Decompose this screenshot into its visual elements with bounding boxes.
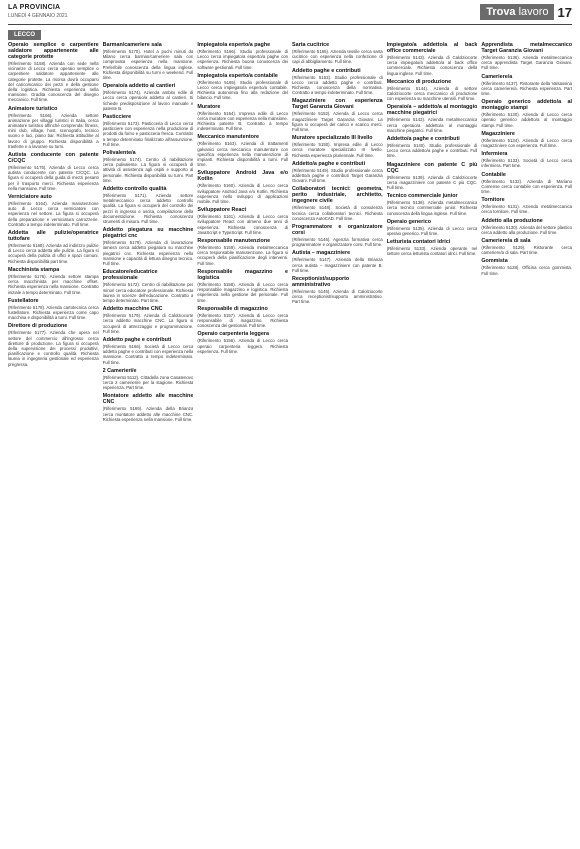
job-listing [103,337,194,365]
job-title: Macchinista stampa [8,266,60,273]
issue-date: LUNEDÌ 4 GENNAIO 2021 [8,13,68,19]
job-listing [8,106,99,149]
column-1 [8,40,99,845]
job-title: Letturista contatori idrici [386,239,451,246]
job-title: Direttore di produzione [8,323,68,330]
job-listing [387,42,478,76]
job-body: (Riferimento 5152). Azienda di Lecco cerca magazziniere Target Garanzia Giovani. La figura si occuperà del carico e scarico merci. Full time. [292,111,383,133]
job-title: Fustellatore [8,297,39,304]
job-body: (Riferimento 5134). Azienda di Lecco cerca magazziniere con esperienza. Full time. [481,137,573,149]
job-title: Collaboratori tecnici: geometra, perito industriale, architetto, ingegnere civile [292,186,383,205]
job-listing [197,331,288,354]
job-body: (Riferimento 5130). Azienda del settore plastico cerca addetto alla produzione. Full time. [481,224,573,235]
job-listing [103,368,194,391]
job-title: 2 Camerieri/e [102,367,137,374]
header-rule [8,24,572,25]
job-body: (Riferimento 5140). Studio professionale di Lecco cerca addetto/a paghe e contributi. Full time. [386,143,478,159]
job-title: Educatore/educatrice professionale [102,269,158,282]
job-title: Pasticciere [102,114,132,121]
job-listing [481,258,572,275]
job-listing [8,267,99,295]
job-title: Autista conducente con patente C/CQC [8,152,99,165]
job-body: (Riferimento 5144). Azienda di settore Calolziocorte cerca meccanico di produzione con esperienza su macchine utensili. Full time. [386,85,478,102]
section-label: LECCO [8,30,41,40]
job-body: (Riferimento 5166). Società di Lecco cerca addetto paghe e contributi con esperienza nella mansione. Contratto a tempo indeterminato. Full time. [102,343,194,365]
job-listing [103,150,194,183]
job-listing [481,151,572,168]
job-body: (Riferimento 5135). Azienda di Lecco cerca operaio generico. Full time. [386,225,478,237]
job-listing [103,227,194,266]
job-body: (Riferimento 5129). Ristorante cerca cameriere/a di sala. Part time. [481,245,573,256]
job-title: Sviluppatore Android Java e/o Kotlin [197,170,289,183]
job-listing [387,219,478,236]
job-title: Muratore [197,103,221,110]
job-listing [197,42,288,70]
job-title: Apprendista metalmeccanico Target Garanzia Giovani [481,42,573,54]
job-title: Infermiera [481,151,508,158]
job-title: Montatore addetto alle macchine CNC [102,393,194,406]
newspaper-name: LA PROVINCIA [8,4,61,11]
job-title: Tornitore [481,197,505,204]
job-title: Operaio semplice o carpentiere saldatore appartenente alle categorie protette [8,42,99,60]
job-body: (Riferimento 5163). Azienda di trattamenti galvanici cerca meccanico manutentore con specifica esperienza nella manutenzione di impianti. Richiesta disponibilità a turni. Full time. [197,141,289,168]
job-listing [8,152,99,191]
job-listing [292,250,383,273]
column-6 [481,40,572,845]
job-title: Verniciatore auto [8,194,52,201]
job-listing [387,193,478,216]
job-title: Polivalente/a [102,150,136,157]
job-body: (Riferimento 5168). Azienda ad indirizzo pulizie di Lecco cerca addetta alle pulizie. La figura si occuperà della pulizia di uffici e spazi comuni. Richiesta disponibilità part time. [8,243,99,264]
job-body: (Riferimento 5159). Azienda metalmeccanica cerca responsabile manutenzione. La figura si occuperà della pianificazione degli interventi. Full time. [197,245,289,266]
section-brand [480,4,572,20]
masthead [8,4,572,26]
job-body: (Riferimento 5177). Azienda che opera nel settore del commercio all'ingrosso cerca direttore di produzione. La figura si occuperà della supervisione dei processi produttivi, pianificazione e controllo qualità. Richiesta laurea in ingegneria gestionale ed esperienza pregressa. [8,330,99,367]
job-listing [197,207,288,235]
job-body: (Riferimento 5178). Azienda cartotecnica cerca fustellatore. Richiesta esperienza come capo macchina e disponibilità a turni. Full time. [8,304,99,321]
job-listing [197,104,288,132]
job-body: (Riferimento 5133). Società di Lecco cerca infermiera. Part time. [481,158,573,169]
job-listing [481,218,572,235]
column-4 [292,40,383,845]
job-title: Contabile [481,171,506,178]
job-listing [292,135,383,158]
job-listing [481,197,572,214]
job-title: Tecnico commerciale junior [386,193,458,200]
job-title: Impiegato/a esperto/a paghe [197,42,271,48]
job-body: (Riferimento 5128). Officina cerca gommista. Full time. [481,265,573,276]
job-body: (Riferimento 5143). Azienda di Calolziocorte cerca impiegato/a addetto/a al back office commerciale. Richiesta conoscenza della lingua inglese. Full time. [386,55,478,76]
job-title: Addetta alle pulizie/operatrice tuttofare [8,230,99,243]
job-listing [481,238,572,255]
job-title: Addetto controllo qualità [102,186,167,193]
job-title: Meccanico manutentore [197,134,260,141]
job-listing [292,186,383,221]
job-title: Cameriere/a [481,73,513,80]
job-listing [292,161,383,184]
job-title: Operaio generico addetto/a al montaggio stampi [481,99,573,112]
job-listing [197,238,288,266]
job-listing [292,42,383,65]
job-title: Gommista [481,258,508,265]
job-body: (Riferimento 5175). Azienda di Lecco cerca autista conducente con patente C/CQC. La figura si occuperà della guida di mezzi pesanti per il trasporto merci. Richiesta esperienza nella mansione. Full time. [8,165,99,191]
job-body: (Riferimento 5131). Azienda metalmeccanica cerca tornitore. Full time. [481,204,573,215]
job-title: Responsabile magazzino e logistica [197,268,289,281]
job-body: (Riferimento 5160). Azienda di Lecco cerca sviluppatore Android Java e/o Kotlin. Richiesta esperienza nello sviluppo di applicazioni mobile. Full time. [197,183,289,205]
brand-lavoro: lavoro [519,4,554,20]
job-body: (Riferimento 5172). Centro di riabilitazione per minori cerca educatore professionale. Richiesta laurea in scienze dell'educazione. Contratto a tempo determinato. Part time. [102,282,194,303]
job-title: Operaio/a – addetto/a al montaggio macchine piegatrici [386,104,478,117]
job-listing [387,162,478,191]
job-body: (Riferimento 5149). Studio professionale cerca addetto/a paghe e contributi Target Garanzia Giovani. Full time. [292,167,383,184]
job-listing [197,73,288,101]
job-body: (Riferimento 5164). Azienda manutenzione auto di Lecco cerca verniciatore con esperienza nel settore. La figura si occuperà della preparazione e verniciatura carrozzerie. Contratto a tempo indeterminato. Full time. [8,201,99,227]
job-body: (Riferimento 5139). Azienda di Calolziocorte cerca magazziniere con patente C più CQC. Full time. [386,174,478,191]
job-body: (Riferimento 5179). Azienda di lavorazione lamiera cerca addetto piegatura su macchine piegatrici cnc. Richiesta esperienza nella mansione e capacità di lettura disegno tecnico. Full time. [102,240,194,267]
job-title: Impiegato/a esperto/a contabile [197,72,278,79]
job-title: Responsabile di magazzino [197,305,268,312]
job-title: Animatore turistico [8,105,58,112]
job-listing [292,68,383,96]
job-title: Addetto alla produzione [481,217,543,224]
job-title: Programmatore e organizzatore corsi [292,224,383,237]
job-body: (Riferimento 5137). Ristorante della Valsassina cerca cameriere/a. Richiesta esperienza. Part time. [481,80,573,97]
job-body: (Riferimento 5150). Impresa edile di Lecco cerca muratore specializzato III livello. Richiesta esperienza pluriennale. Full time. [292,142,383,158]
job-title: Magazziniere [481,130,515,137]
job-title: Autista – magazziniere [292,250,351,257]
job-body: (Riferimento 5142). Azienda metalmeccanica cerca operaio/a addetto/a al montaggio macchine piegatrici. Full time. [386,117,478,133]
job-body: (Riferimento 5136). Azienda metalmeccanica cerca apprendista Target Garanzia Giovani. Full time. [481,55,573,71]
job-body: (Riferimento 5158). Azienda di Lecco cerca responsabile magazzino e logistica. Richiesta esperienza nella gestione del personale. Full time. [197,281,289,303]
job-title: Muratore specializzato III livello [292,135,373,142]
job-body: (Riferimento 5133). Azienda operante nel settore cerca letturista contatori idrici. Full time. [386,246,478,257]
job-listing [103,114,194,147]
job-body: (Riferimento 5171). Azienda settore metalmeccanico cerca addetto controllo qualità. La figura si occuperà del controllo dei pezzi in ingresso e uscita, compilazione della documentazione. Richiesta conoscenza strumenti di misura. Full time. [102,193,194,225]
job-listing [387,79,478,102]
job-body: (Riferimento 5166). Studio professionale di Lecco cerca impiegato/a esperto/a paghe con esperienza. Richiesta buona conoscenza dei software gestionali. Full time. [197,49,289,70]
job-listing [8,42,99,103]
job-title: Magazziniere con esperienza Target Garanzia Giovani [292,98,383,111]
job-body: (Riferimento 5112). Cittadella zona Casatenovo cerca 2 camerieri/e per la stagione. Richiesta esperienza. Part time. [102,374,194,391]
job-title: Operaio/a addetto al cantieri [102,83,176,90]
job-body: (Riferimento 5170). Hotel a pochi minuti da Milano cerca barman/cameriere sala con comprovata esperienza nella mansione. Preferibile conoscenza della lingua inglese. Richiesta disponibilità su turni e weekend. Full time. [102,49,194,81]
job-body: (Riferimento 5158). Azienda con sede nella vicinanze di Lecco cerca operaio semplice o carpentiere saldatore appartenente alle categorie protette. La risorsa dovrà occuparsi del carico/scarico dei pezzi e della gestione della logistica. Richiesta esperienza nella mansione. Gradita conoscenza del disegno meccanico. Full time. [8,61,99,103]
page-number: 17 [557,4,572,20]
job-listing [103,306,194,334]
job-title: Operaio carpenteria leggera [197,331,269,338]
job-title: Addetto/a paghe e contributi [292,160,366,167]
job-body: (Riferimento 5161). Azienda di Lecco cerca sviluppatore React con almeno due anni di esperienza. Richiesta conoscenza di JavaScript e TypeScript. Full time. [197,214,289,235]
job-title: Sviluppatore React [197,207,247,214]
job-listing [197,306,288,329]
job-title: Cameriere/a di sala [481,238,531,245]
job-listing [197,269,288,303]
column-2 [103,40,194,845]
job-body: (Riferimento 5169). Azienda della Brianza cerca montatore addetto alle macchine CNC. Richiesta esperienza nella mansione. Full time. [102,406,194,422]
job-body: (Riferimento 5132). Azienda di Mariano Comense cerca contabile con esperienza. Full time. [481,178,573,195]
job-body: (Riferimento 5174). Centro di riabilitazione cerca polivalente. La figura si occuperà di attività di assistenza agli ospiti e supporto al personale. Richiesta disponibilità su turni. Part time. [102,157,194,183]
job-listing [103,393,194,422]
job-listing [292,98,383,132]
job-listing [481,131,572,148]
job-title: Addetto/a paghe e contributi [386,136,460,143]
job-listing [103,42,194,80]
job-title: Magazziniere con patente C più CQC [386,161,478,174]
job-body: (Riferimento 5155). Azienda tessile cerca sarta cucitrice con esperienza nella confezione di capi di abbigliamento. Full time. [292,49,383,65]
job-body: (Riferimento 5174). Azienda ambito edile di Lecco cerca operaio/a addetto al cantieri. Si richiede predisposizione al lavoro manuale e patente B. [102,90,194,111]
job-listing [387,104,478,133]
job-body: (Riferimento 5173). Pasticceria di Lecco cerca pasticciere con esperienza nella produzione di prodotti da forno e pasticceria fresca. Contratto a tempo determinato finalizzato all'assunzione. Full time. [102,121,194,147]
column-3 [197,40,288,845]
job-title: Receptionist/supporto amministrativo [292,276,350,289]
job-title: Addetto macchine CNC [102,306,163,313]
job-body: (Riferimento 5145). Azienda di Calolziocorte cerca receptionist/supporto amministrativo. Part time. [292,289,383,305]
job-title: Addetto paghe e contributi [292,67,361,74]
job-title: Impiegato/a addetto/a al back office commerciale [386,42,478,54]
brand-trova: Trova [480,4,518,20]
job-listing [8,230,99,264]
job-listing [292,276,383,305]
job-title: Operaio generico [386,218,432,225]
job-listing [481,172,572,195]
job-body: (Riferimento 5147). Azienda della Brianza cerca autista – magazziniere con patente B. Full time. [292,257,383,273]
job-body: (Riferimento 5166). Azienda settore animazione per villaggi turistici in Italia, cerca animatore turistico affinché comprenda: fitness, mini club, village, host, scenografo, tecnico suono e luci, piano bar. Richiesta attitudine al lavoro di gruppo. Richiesta disponibilità a trasferte e a lavorare su turni. [8,112,99,149]
job-body: (Riferimento 5165). Studio professionale di Lecco cerca impiegato/a esperto/a contabile. Richiesta autonomia fino alla redazione del bilancio. Full time. [197,79,289,101]
job-title: Addetto piegatura su macchine piegatrici cnc [102,227,194,240]
job-title: Meccanico di produzione [386,78,452,85]
job-body: (Riferimento 5156). Azienda di Lecco cerca operaio carpenteria leggera. Richiesta esperienza. Full time. [197,338,289,354]
job-body: (Riferimento 5157). Azienda di Lecco cerca responsabile di magazzino. Richiesta conoscenza dei gestionali. Full time. [197,312,289,329]
job-listing [481,42,572,71]
job-title: Responsabile manutenzione [197,238,271,245]
job-title: Sarta cucitrice [292,42,330,48]
job-body: (Riferimento 5164). Impresa edile di Lecco cerca muratore con esperienza nella mansione. Richiesta patente B. Contratto a tempo indeterminato. Full time. [197,110,289,132]
job-listing [8,298,99,321]
job-title: Addetto paghe e contributi [102,336,172,343]
job-listing [103,83,194,111]
job-listing [8,323,99,366]
job-listing [103,269,194,303]
job-body: (Riferimento 5138). Azienda metalmeccanica cerca tecnico commerciale junior. Richiesta conoscenza della lingua inglese. Full time. [386,200,478,216]
job-body: (Riferimento 5148). Società di consulenza tecnica cerca collaboratori tecnici. Richiesta conoscenza AutoCAD. Full time. [292,205,383,221]
job-body: (Riferimento 5176). Azienda settore stampa cerca macchinista per macchine offset. Richiesta esperienza nella mansione. Contratto iniziale a tempo determinato. Full time. [8,273,99,295]
job-listing [481,99,572,128]
job-body: (Riferimento 5153). Studio professionale di Lecco cerca addetto paghe e contributi. Richiesta conoscenza della normativa. Contratto a tempo indeterminato. Full time. [292,74,383,96]
column-5 [387,40,478,845]
job-listing [103,186,194,224]
job-body: (Riferimento 5130). Azienda di Lecco cerca operaio generico addetto/a al montaggio stampi. Full time. [481,112,573,128]
job-listing [292,224,383,247]
job-title: Barman/cameriere sala [102,42,162,48]
job-body: (Riferimento 5179). Azienda di Calolziocorte cerca addetto macchine CNC. La figura si occuperà di attrezzaggio e programmazione. Full time. [102,313,194,334]
job-listing [387,136,478,159]
job-listing [387,239,478,256]
job-listing [197,134,288,167]
job-body: (Riferimento 5146). Agenzia formativa cerca programmatore e organizzatore corsi. Full time. [292,237,383,248]
job-listing [481,74,572,97]
job-columns [8,40,572,845]
job-listing [197,170,288,204]
job-listing [8,194,99,227]
